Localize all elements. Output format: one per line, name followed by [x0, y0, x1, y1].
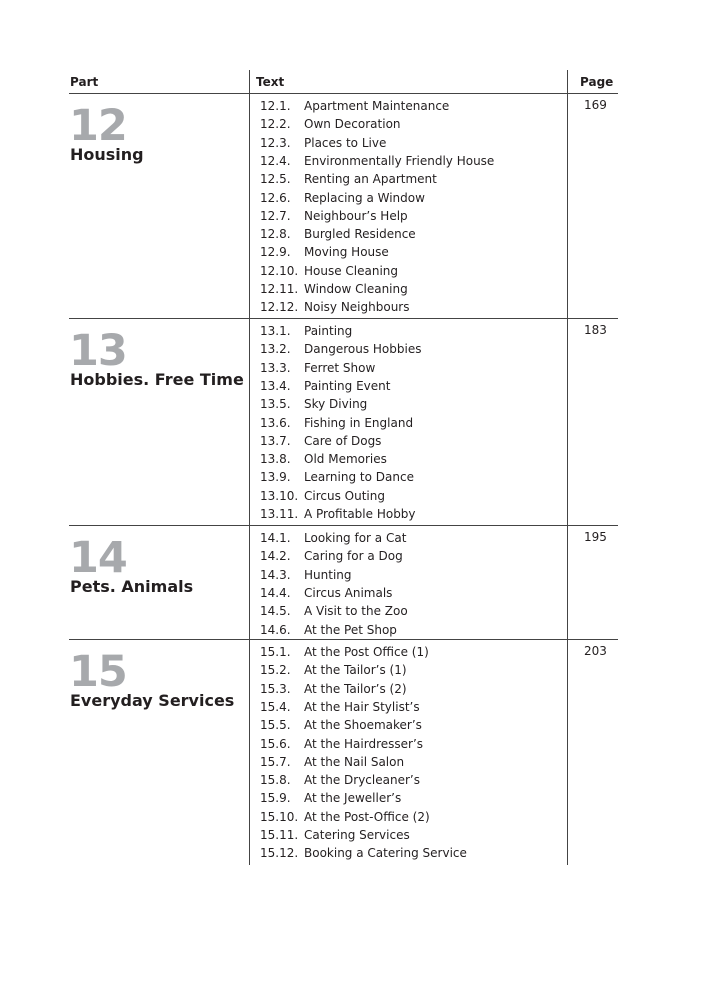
entry-number: 12.1.: [260, 99, 291, 113]
entry-number: 13.11.: [260, 507, 299, 521]
contents-entry: [0, 680, 705, 698]
contents-entry: [0, 771, 705, 789]
entry-number: 15.1.: [260, 645, 291, 659]
contents-entry: [0, 621, 705, 639]
contents-entry: [0, 377, 705, 395]
entry-title: Replacing a Window: [304, 190, 425, 205]
contents-entry: [0, 661, 705, 679]
entry-title: A Visit to the Zoo: [304, 604, 408, 619]
contents-entry: [0, 115, 705, 133]
contents-entry: [0, 602, 705, 620]
divider-section-15: [69, 639, 618, 640]
contents-entry: [0, 359, 705, 377]
entry-title: Booking a Catering Service: [304, 846, 467, 861]
entry-number: 12.3.: [260, 135, 291, 150]
entry-title: Noisy Neighbours: [304, 300, 410, 315]
entry-number: 12.12.: [260, 300, 299, 315]
entry-title: Painting Event: [304, 378, 391, 393]
entry-number: 12.7.: [260, 208, 291, 223]
entry-title: Dangerous Hobbies: [304, 342, 422, 357]
entry-number: 15.4.: [260, 699, 291, 714]
contents-entry: [0, 280, 705, 298]
contents-entry: [0, 298, 705, 316]
entry-number: 14.6.: [260, 622, 291, 637]
entry-title: Window Cleaning: [304, 282, 408, 296]
entry-title: Learning to Dance: [304, 470, 414, 485]
part-title: Hobbies. Free Time: [70, 370, 244, 389]
entry-title: Caring for a Dog: [304, 549, 403, 564]
entry-title: At the Pet Shop: [304, 622, 397, 637]
entry-title: Moving House: [304, 245, 389, 260]
page-number: 183: [584, 323, 607, 337]
entry-number: 15.5.: [260, 718, 291, 733]
contents-entry: [0, 844, 705, 862]
entry-number: 13.5.: [260, 397, 291, 412]
part-number: 15: [69, 647, 127, 697]
entry-title: Circus Animals: [304, 585, 393, 600]
entry-title: At the Post-Office (2): [304, 809, 430, 824]
contents-entry: [0, 414, 705, 432]
entry-number: 14.2.: [260, 549, 291, 564]
contents-entry: [0, 340, 705, 358]
entry-number: 13.1.: [260, 324, 291, 338]
entry-title: A Profitable Hobby: [304, 507, 416, 521]
entry-title: Environmentally Friendly House: [304, 153, 495, 168]
entry-number: 15.7.: [260, 754, 291, 769]
entry-title: Catering Services: [304, 828, 410, 842]
contents-entry: [0, 698, 705, 716]
entry-title: Neighbour’s Help: [304, 208, 408, 223]
divider-section-14: [69, 525, 618, 526]
page-number: 169: [584, 98, 607, 112]
column-header-text: Text: [256, 75, 285, 89]
entry-number: 12.2.: [260, 117, 291, 132]
entry-number: 15.12.: [260, 846, 299, 861]
entry-title: Sky Diving: [304, 397, 368, 412]
entry-number: 13.10.: [260, 488, 299, 503]
contents-entry: [0, 170, 705, 188]
entry-title: At the Shoemaker’s: [304, 718, 422, 733]
divider-section-13: [69, 318, 618, 319]
entry-title: Care of Dogs: [304, 433, 382, 448]
contents-entry: [0, 225, 705, 243]
entry-title: Hunting: [304, 567, 352, 582]
entry-number: 15.11.: [260, 828, 299, 842]
entry-number: 12.5.: [260, 172, 291, 187]
contents-entry: [0, 826, 705, 844]
entry-title: At the Jeweller’s: [304, 791, 402, 806]
entry-number: 12.11.: [260, 282, 299, 296]
entry-number: 13.6.: [260, 415, 291, 430]
contents-entry: [0, 189, 705, 207]
contents-entry: [0, 643, 705, 661]
entry-number: 13.2.: [260, 342, 291, 357]
part-number: 13: [69, 326, 127, 376]
page-number: 203: [584, 644, 607, 658]
entry-number: 13.4.: [260, 378, 291, 393]
entry-number: 14.3.: [260, 567, 291, 582]
entry-number: 13.9.: [260, 470, 291, 485]
contents-entry: [0, 808, 705, 826]
entry-number: 15.2.: [260, 663, 291, 678]
contents-entry: [0, 432, 705, 450]
contents-entry: [0, 789, 705, 807]
entry-title: Fishing in England: [304, 415, 414, 430]
entry-title: At the Drycleaner’s: [304, 773, 420, 788]
entry-title: Ferret Show: [304, 360, 376, 375]
contents-entry: [0, 97, 705, 115]
entry-title: At the Hairdresser’s: [304, 736, 424, 751]
entry-title: House Cleaning: [304, 263, 399, 278]
contents-entry: [0, 547, 705, 565]
contents-entry: [0, 207, 705, 225]
entry-title: Burgled Residence: [304, 227, 416, 242]
entry-number: 12.6.: [260, 190, 291, 205]
entry-title: Places to Live: [304, 135, 387, 150]
entry-number: 15.9.: [260, 791, 291, 806]
contents-entry: [0, 395, 705, 413]
page-number: 195: [584, 530, 607, 544]
contents-entry: [0, 487, 705, 505]
part-number: 14: [69, 533, 127, 583]
entry-title: Renting an Apartment: [304, 172, 437, 187]
contents-entry: [0, 566, 705, 584]
entry-title: Old Memories: [304, 452, 387, 467]
entry-title: Painting: [304, 324, 353, 338]
contents-entry: [0, 152, 705, 170]
divider-header: [69, 93, 618, 94]
part-title: Pets. Animals: [70, 577, 194, 596]
part-number: 12: [69, 101, 127, 151]
column-header-page: Page: [580, 75, 614, 89]
contents-entry: [0, 753, 705, 771]
contents-entry: [0, 529, 705, 547]
part-title: Housing: [70, 145, 144, 164]
part-title: Everyday Services: [70, 691, 235, 710]
contents-entry: [0, 505, 705, 523]
entry-number: 12.8.: [260, 227, 291, 242]
entry-number: 12.9.: [260, 245, 291, 260]
entry-number: 15.8.: [260, 773, 291, 788]
entry-title: At the Nail Salon: [304, 754, 405, 769]
entry-number: 15.10.: [260, 809, 299, 824]
contents-entry: [0, 322, 705, 340]
column-header-part: Part: [70, 75, 99, 89]
entry-number: 14.1.: [260, 531, 291, 545]
entry-title: At the Hair Stylist’s: [304, 699, 420, 714]
contents-entry: [0, 468, 705, 486]
entry-number: 14.5.: [260, 604, 291, 619]
entry-title: Looking for a Cat: [304, 531, 407, 545]
entry-number: 15.3.: [260, 681, 291, 696]
entry-title: At the Tailor’s (2): [304, 681, 407, 696]
contents-entry: [0, 716, 705, 734]
entry-number: 12.10.: [260, 263, 299, 278]
contents-entry: [0, 584, 705, 602]
entry-title: Own Decoration: [304, 117, 401, 132]
entry-number: 13.8.: [260, 452, 291, 467]
entry-number: 13.3.: [260, 360, 291, 375]
entry-title: Circus Outing: [304, 488, 385, 503]
entry-number: 15.6.: [260, 736, 291, 751]
entry-number: 12.4.: [260, 153, 291, 168]
contents-entry: [0, 450, 705, 468]
contents-entry: [0, 735, 705, 753]
contents-entry: [0, 262, 705, 280]
entry-title: At the Tailor’s (1): [304, 663, 407, 678]
entry-title: Apartment Maintenance: [304, 99, 450, 113]
entry-title: At the Post Office (1): [304, 645, 429, 659]
entry-number: 14.4.: [260, 585, 291, 600]
entry-number: 13.7.: [260, 433, 291, 448]
contents-entry: [0, 134, 705, 152]
contents-entry: [0, 243, 705, 261]
